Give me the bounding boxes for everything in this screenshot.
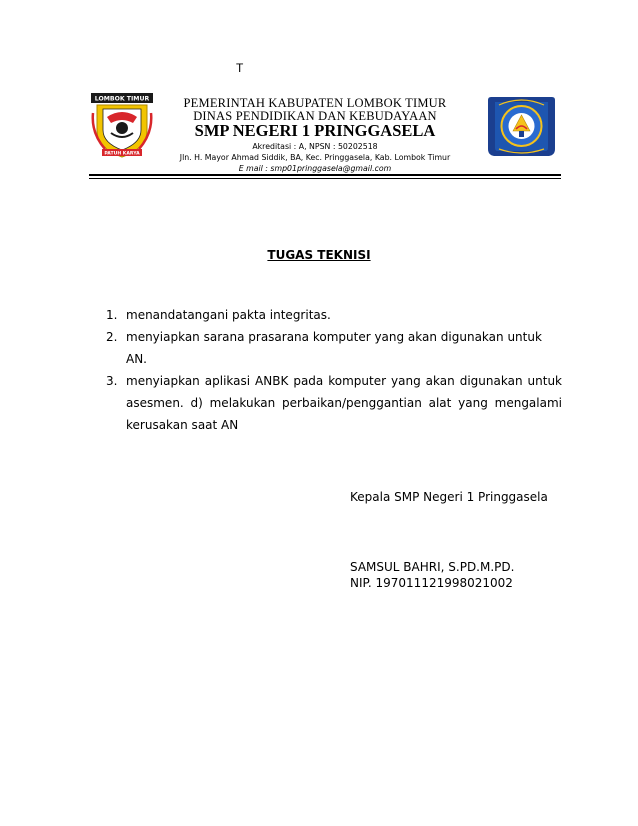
header-department: DINAS PENDIDIKAN DAN KEBUDAYAAN [193,109,437,123]
header-email: E mail : smp01pringgasela@gmail.com [238,164,392,173]
svg-text:LOMBOK TIMUR: LOMBOK TIMUR [94,95,150,103]
school-emblem [485,93,558,161]
signatory-name: SAMSUL BAHRI, S.PD.M.PD. [350,560,515,574]
list-item-text: menyiapkan aplikasi ANBK pada komputer yang akan digunakan untuk asesmen. d) melakukan perbaikan/penggantian alat yang mengalami kerusakan saat AN [126,374,562,432]
letterhead-rule-thick [89,174,561,176]
letterhead-rule-thin [89,178,561,179]
list-item [106,326,562,370]
list-item-number: 2. [106,330,118,344]
list-item-text: menyiapkan sarana prasarana komputer yang akan digunakan untuk AN. [126,330,542,366]
header-accreditation: Akreditasi : A, NPSN : 50202518 [252,142,378,151]
list-item [106,304,562,326]
header-government: PEMERINTAH KABUPATEN LOMBOK TIMUR [183,96,447,110]
signatory-nip: NIP. 197011121998021002 [350,576,513,590]
lombok-timur-emblem [91,93,153,159]
stray-mark: T [236,61,244,75]
list-item-number: 1. [106,308,118,322]
task-list [106,304,562,436]
list-item [106,370,562,436]
list-item-text: menandatangani pakta integritas. [126,308,331,322]
header-address: Jln. H. Mayor Ahmad Siddik, BA, Kec. Pringgasela, Kab. Lombok Timur [179,153,451,162]
signatory-title: Kepala SMP Negeri 1 Pringgasela [350,490,548,504]
svg-text:PATUH KARYA: PATUH KARYA [104,151,140,157]
list-item-number: 3. [106,374,118,388]
document-title: TUGAS TEKNISI [267,248,371,262]
header-school-name: SMP NEGERI 1 PRINGGASELA [194,121,436,140]
